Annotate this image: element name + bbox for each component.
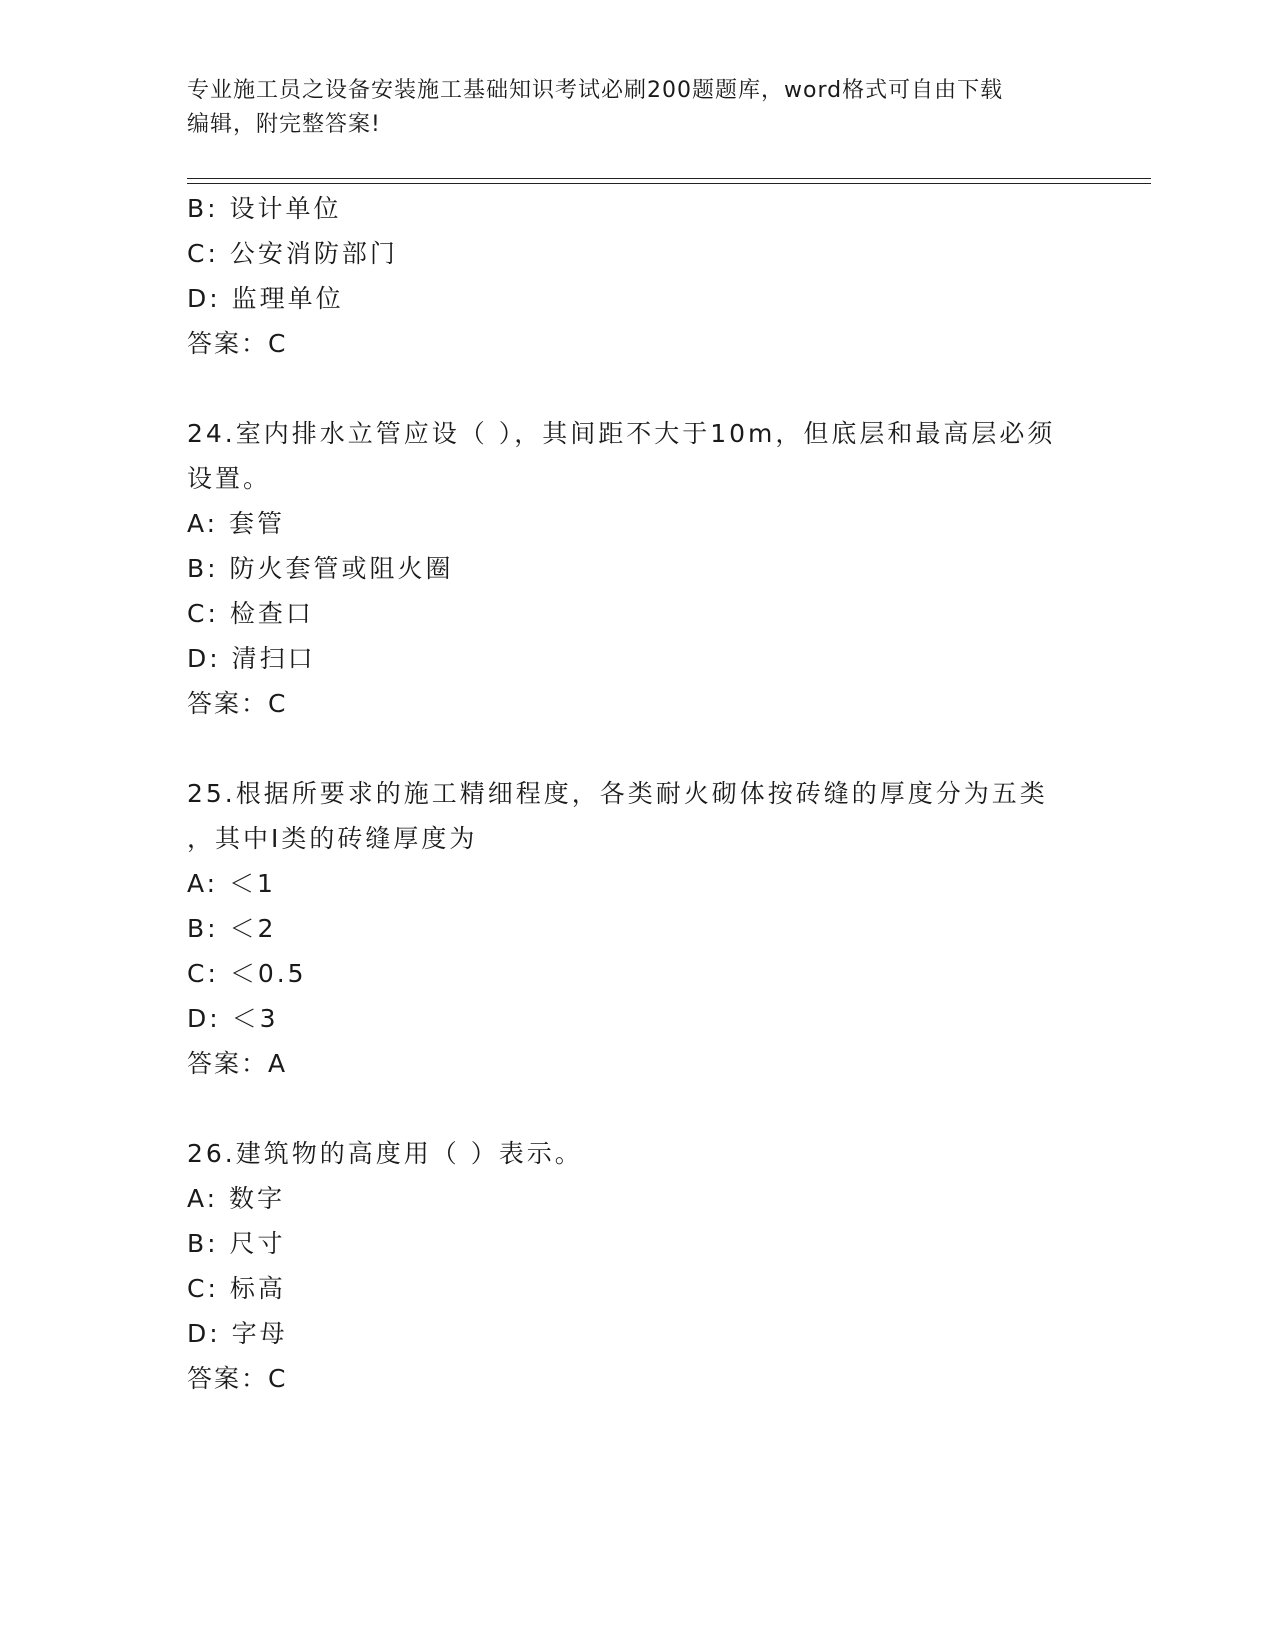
q24-question-line-1: 24.室内排水立管应设（ ），其间距不大于10m，但底层和最高层必须	[187, 419, 1056, 448]
q26-answer: 答案：C	[187, 1364, 288, 1393]
q25-option-d: D: ＜3	[187, 1004, 279, 1033]
q25-question-line-1: 25.根据所要求的施工精细程度，各类耐火砌体按砖缝的厚度分为五类	[187, 779, 1048, 808]
q25-answer: 答案：A	[187, 1049, 288, 1078]
header-title-line-2: 编辑，附完整答案!	[187, 112, 381, 137]
q23-answer: 答案：C	[187, 329, 288, 358]
q23-option-b: B: 设计单位	[187, 194, 342, 223]
q25-option-b: B: ＜2	[187, 914, 277, 943]
q25-question-line-2: ，其中Ⅰ类的砖缝厚度为	[187, 824, 478, 853]
q23-option-c: C: 公安消防部门	[187, 239, 398, 268]
q24-answer: 答案：C	[187, 689, 288, 718]
q25-option-a: A: ＜1	[187, 869, 276, 898]
q26-option-b: B: 尺寸	[187, 1229, 286, 1258]
q26-option-d: D: 字母	[187, 1319, 288, 1348]
q24-option-c: C: 检查口	[187, 599, 314, 628]
q24-option-a: A: 套管	[187, 509, 286, 538]
q24-option-d: D: 清扫口	[187, 644, 316, 673]
q26-option-c: C: 标高	[187, 1274, 286, 1303]
q25-option-c: C: ＜0.5	[187, 959, 307, 988]
header-divider-top	[187, 178, 1151, 179]
q26-question-line-1: 26.建筑物的高度用（ ）表示。	[187, 1139, 583, 1168]
q23-option-d: D: 监理单位	[187, 284, 344, 313]
q24-option-b: B: 防火套管或阻火圈	[187, 554, 454, 583]
q24-question-line-2: 设置。	[187, 464, 272, 493]
header-title-line-1: 专业施工员之设备安装施工基础知识考试必刷200题题库，word格式可自由下载	[187, 78, 1004, 103]
header-divider-bottom	[187, 183, 1151, 184]
page-header	[187, 74, 1067, 142]
q26-option-a: A: 数字	[187, 1184, 286, 1213]
